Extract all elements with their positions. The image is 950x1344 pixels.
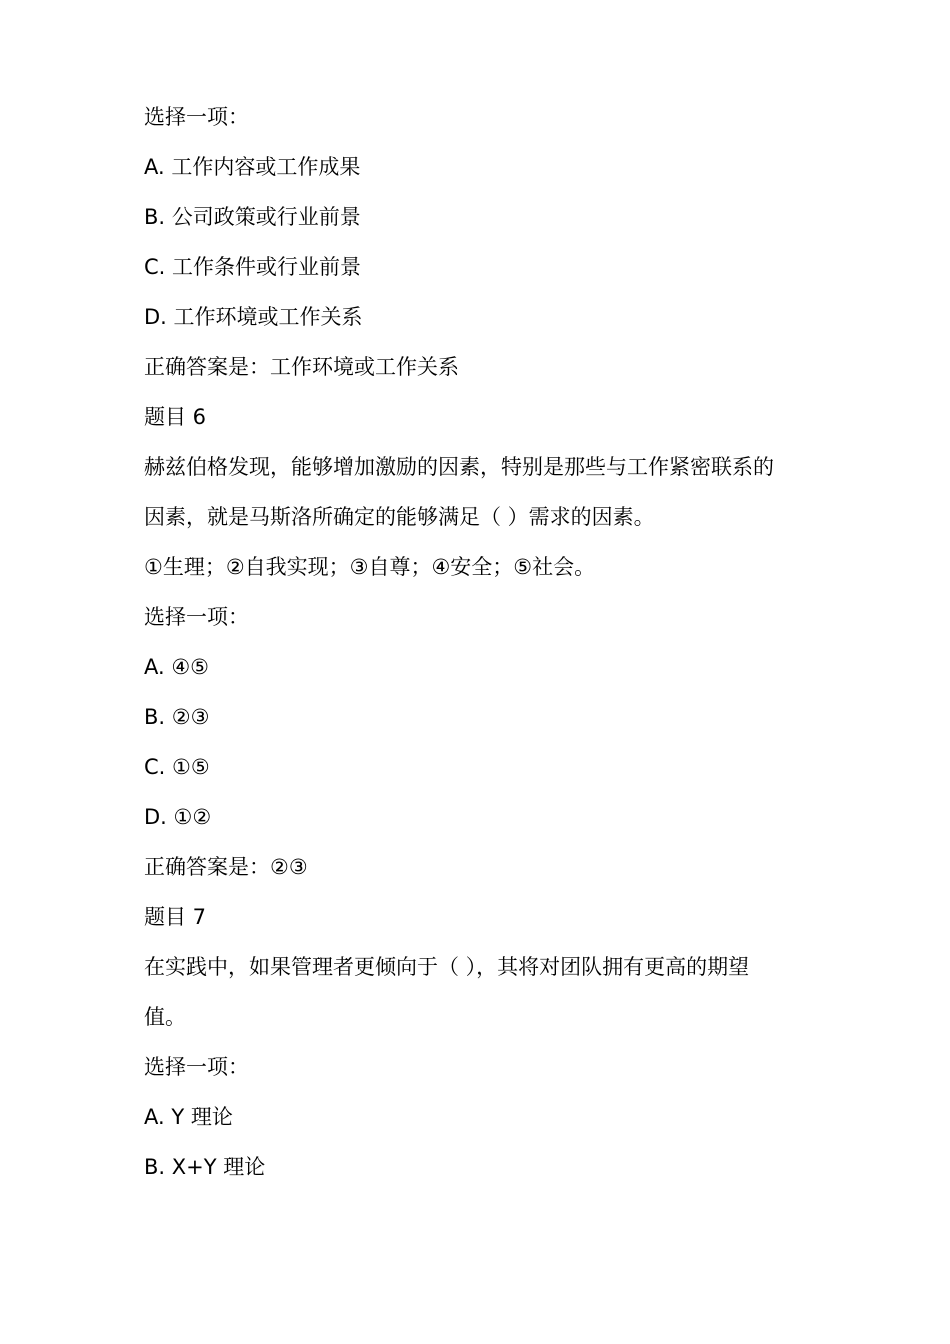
q7-stem-line1: 在实践中，如果管理者更倾向于（ ），其将对团队拥有更高的期望 bbox=[144, 955, 750, 979]
q5-option-d: D. 工作环境或工作关系 bbox=[144, 305, 363, 329]
q6-stem-line2: 因素，就是马斯洛所确定的能够满足（ ）需求的因素。 bbox=[144, 505, 655, 529]
q7-option-b: B. X+Y 理论 bbox=[144, 1155, 266, 1179]
q6-option-c: C. ①⑤ bbox=[144, 755, 210, 779]
q5-option-b: B. 公司政策或行业前景 bbox=[144, 205, 361, 229]
q6-stem-line3: ①生理；②自我实现；③自尊；④安全；⑤社会。 bbox=[144, 555, 596, 579]
q7-prompt: 选择一项： bbox=[144, 1055, 249, 1079]
q5-option-c: C. 工作条件或行业前景 bbox=[144, 255, 362, 279]
q6-prompt: 选择一项： bbox=[144, 605, 249, 629]
q7-stem-line2: 值。 bbox=[144, 1005, 186, 1029]
q5-prompt: 选择一项： bbox=[144, 105, 249, 129]
q7-title: 题目 7 bbox=[144, 905, 207, 929]
q7-option-a: A. Y 理论 bbox=[144, 1105, 233, 1129]
document-page bbox=[144, 92, 824, 1192]
q6-stem-line1: 赫兹伯格发现，能够增加激励的因素，特别是那些与工作紧密联系的 bbox=[144, 455, 774, 479]
q5-answer: 正确答案是：工作环境或工作关系 bbox=[144, 355, 459, 379]
q6-option-a: A. ④⑤ bbox=[144, 655, 209, 679]
q6-answer: 正确答案是：②③ bbox=[144, 855, 308, 879]
q6-title: 题目 6 bbox=[144, 405, 207, 429]
q6-option-d: D. ①② bbox=[144, 805, 212, 829]
q6-option-b: B. ②③ bbox=[144, 705, 210, 729]
q5-option-a: A. 工作内容或工作成果 bbox=[144, 155, 361, 179]
